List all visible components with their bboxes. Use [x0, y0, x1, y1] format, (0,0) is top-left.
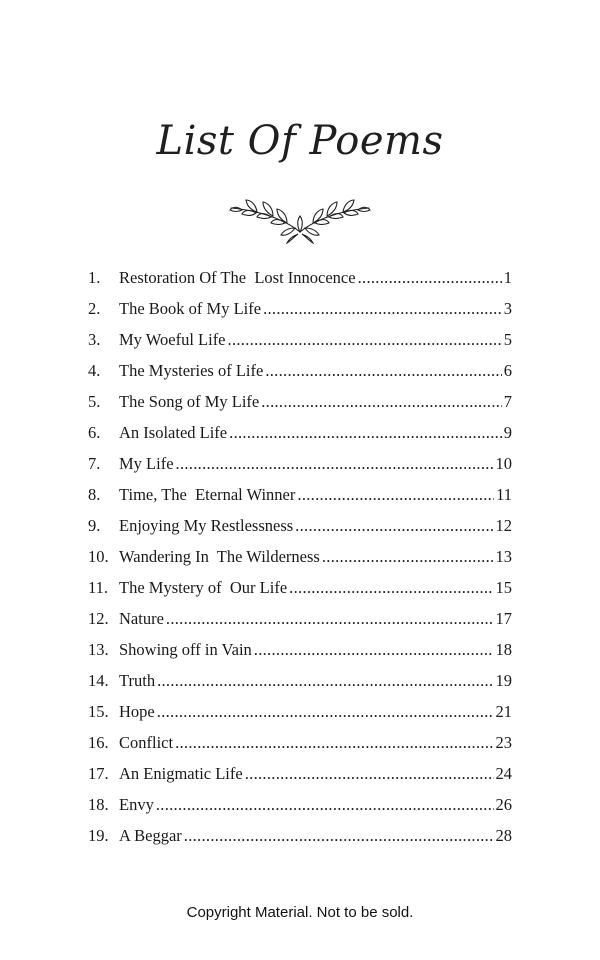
toc-entry	[88, 330, 512, 361]
toc-entry	[88, 826, 512, 857]
toc-entry-title: Conflict	[119, 733, 174, 752]
dot-leader	[295, 516, 493, 536]
toc-entry-title: The Song of My Life	[119, 392, 260, 411]
toc-entry	[88, 516, 512, 547]
toc-entry-number: 8.	[88, 485, 101, 504]
toc-entry-title: Enjoying My Restlessness	[119, 516, 294, 535]
dot-leader	[166, 609, 494, 629]
toc-entry	[88, 640, 512, 671]
toc-entry-page-number: 12	[495, 516, 512, 535]
toc-entry	[88, 454, 512, 485]
toc-entry	[88, 423, 512, 454]
toc-entry	[88, 764, 512, 795]
toc-entry-number: 5.	[88, 392, 101, 411]
dot-leader	[358, 268, 502, 288]
toc-entry-title: Envy	[119, 795, 154, 814]
toc-entry-number: 13.	[88, 640, 109, 659]
page-title: List Of Poems	[156, 118, 444, 164]
toc-entry-page-number: 13	[495, 547, 512, 566]
toc-entry-number: 10.	[88, 547, 109, 566]
toc-entry-page-number: 3	[503, 299, 512, 318]
toc-entry	[88, 702, 512, 733]
toc-entry-number: 9.	[88, 516, 101, 535]
toc-entry-title: Wandering In The Wilderness	[119, 547, 320, 566]
toc-entry-page-number: 11	[496, 485, 512, 504]
toc-entry-title: My Woeful Life	[119, 330, 226, 349]
toc-entry-title: Restoration Of The Lost Innocence	[119, 268, 356, 287]
toc-entry-number: 3.	[88, 330, 101, 349]
dot-leader	[228, 330, 502, 350]
dot-leader	[261, 392, 502, 412]
toc-entry-page-number: 1	[503, 268, 512, 287]
toc-entry	[88, 268, 512, 299]
dot-leader	[156, 795, 494, 815]
toc-entry-page-number: 23	[495, 733, 512, 752]
toc-entry-page-number: 10	[495, 454, 512, 473]
toc-entry-title: Hope	[119, 702, 155, 721]
toc-entry-page-number: 18	[495, 640, 512, 659]
toc-entry	[88, 671, 512, 702]
toc-entry-title: The Mysteries of Life	[119, 361, 264, 380]
dot-leader	[289, 578, 493, 598]
toc-entry-number: 2.	[88, 299, 101, 318]
toc-entry-number: 17.	[88, 764, 109, 783]
toc-entry-number: 15.	[88, 702, 109, 721]
toc-entry-number: 16.	[88, 733, 109, 752]
toc-entry-title: The Book of My Life	[119, 299, 262, 318]
dot-leader	[265, 361, 501, 381]
toc-entry	[88, 795, 512, 826]
toc-entry-number: 11.	[88, 578, 109, 597]
toc-entry-title: Truth	[119, 671, 156, 690]
dot-leader	[263, 299, 502, 319]
dot-leader	[176, 454, 494, 474]
toc-entry	[88, 547, 512, 578]
dot-leader	[175, 733, 493, 753]
toc-entry	[88, 733, 512, 764]
toc-entry-title: An Isolated Life	[119, 423, 228, 442]
toc-entry	[88, 578, 512, 609]
dot-leader	[245, 764, 494, 784]
dot-leader	[229, 423, 502, 443]
toc-entry-page-number: 24	[495, 764, 512, 783]
toc-entry-title: My Life	[119, 454, 174, 473]
toc-entry-number: 12.	[88, 609, 109, 628]
toc-entry-title: The Mystery of Our Life	[119, 578, 288, 597]
toc-entry-page-number: 19	[495, 671, 512, 690]
toc-entry-title: An Enigmatic Life	[119, 764, 243, 783]
toc-entry	[88, 609, 512, 640]
dot-leader	[184, 826, 494, 846]
dot-leader	[297, 485, 494, 505]
toc-entry-number: 19.	[88, 826, 109, 845]
toc-entry-title: Nature	[119, 609, 164, 628]
dot-leader	[157, 671, 493, 691]
toc-entry	[88, 485, 512, 516]
toc-entry-page-number: 21	[495, 702, 512, 721]
toc-entry-page-number: 7	[503, 392, 512, 411]
toc-entry-page-number: 15	[495, 578, 512, 597]
copyright-notice: Copyright Material. Not to be sold.	[186, 904, 414, 921]
toc-entry-page-number: 17	[495, 609, 512, 628]
toc-entry-title: Time, The Eternal Winner	[119, 485, 296, 504]
toc-entry-page-number: 9	[503, 423, 512, 442]
toc-entry-page-number: 5	[503, 330, 512, 349]
toc-entry-number: 4.	[88, 361, 101, 380]
toc-entry-page-number: 26	[495, 795, 512, 814]
toc-entry	[88, 361, 512, 392]
toc-entry-title: Showing off in Vain	[119, 640, 252, 659]
laurel-branch-icon	[225, 188, 375, 244]
toc-entry-number: 6.	[88, 423, 101, 442]
toc-entry-number: 1.	[88, 268, 101, 287]
toc-entry-page-number: 6	[503, 361, 512, 380]
toc-entry	[88, 299, 512, 330]
toc-entry-number: 7.	[88, 454, 101, 473]
toc-entry-title: A Beggar	[119, 826, 182, 845]
dot-leader	[157, 702, 494, 722]
table-of-contents	[88, 268, 512, 857]
toc-entry-number: 18.	[88, 795, 109, 814]
toc-entry-number: 14.	[88, 671, 109, 690]
toc-entry-page-number: 28	[495, 826, 512, 845]
dot-leader	[254, 640, 494, 660]
dot-leader	[322, 547, 494, 567]
toc-entry	[88, 392, 512, 423]
